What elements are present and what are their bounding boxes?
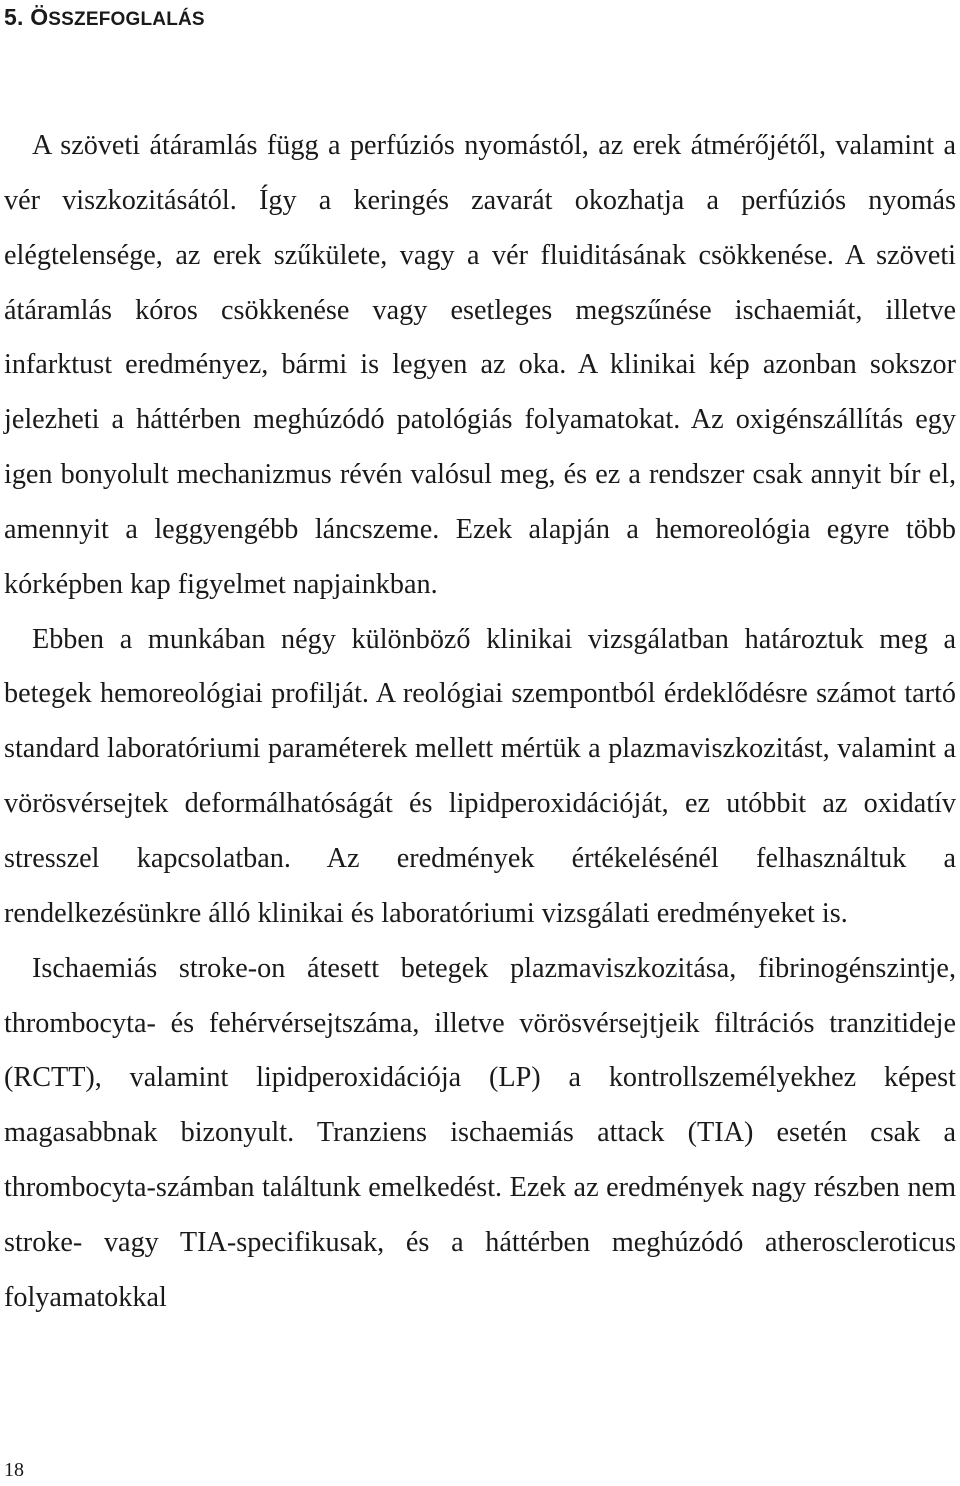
paragraph-1: A szöveti átáramlás függ a perfúziós nyomástól, az erek átmérőjétől, valamint a vér viszkozitásától. Így a keringés zavarát okozhatja a perfúziós nyomás elégtelensége, az erek szűkülete, vagy a vér fluiditásának csökkenése. A szöveti átáramlás kóros csökkenése vagy esetleges megszűnése ischaemiát, illetve infarktust eredményez, bármi is legyen az oka. A klinikai kép azonban sokszor jelezheti a háttérben meghúzódó patológiás folyamatokat. Az oxigénszállítás egy igen bonyolult mechanizmus révén valósul meg, és ez a rendszer csak annyit bír el, amennyit a leggyengébb láncszeme. Ezek alapján a hemoreológia egyre több kórképben kap figyelmet napjainkban.: [4, 130, 956, 600]
section-number: 5.: [4, 4, 24, 30]
section-heading: [4, 4, 205, 31]
body-text: [4, 119, 956, 1326]
page-number: 18: [4, 1459, 24, 1481]
section-title-rest: SSZEFOGLALÁS: [48, 9, 205, 30]
section-title-initial: Ö: [30, 4, 49, 30]
paragraph-3: Ischaemiás stroke-on átesett betegek plazmaviszkozitása, fibrinogénszintje, thrombocyta- és fehérvérsejtszáma, illetve vörösvérsejtjeik filtrációs tranzitideje (RCTT), valamint lipidperoxidációja (LP) a kontrollszemélyekhez képest magasabbnak bizonyult. Tranziens ischaemiás attack (TIA) esetén csak a thrombocyta-számban találtunk emelkedést. Ezek az eredmények nagy részben nem stroke- vagy TIA-specifikusak, és a háttérben meghúzódó atheroscleroticus folyamatokkal: [4, 952, 956, 1313]
paragraph-2: Ebben a munkában négy különböző klinikai vizsgálatban határoztuk meg a betegek hemoreológiai profilját. A reológiai szempontból érdeklődésre számot tartó standard laboratóriumi paraméterek mellett mértük a plazmaviszkozitást, valamint a vörösvérsejtek deformálhatóságát és lipidperoxidációját, ez utóbbit az oxidatív stresszel kapcsolatban. Az eredmények értékelésénél felhasználtuk a rendelkezésünkre álló klinikai és laboratóriumi vizsgálati eredményeket is.: [4, 623, 956, 929]
